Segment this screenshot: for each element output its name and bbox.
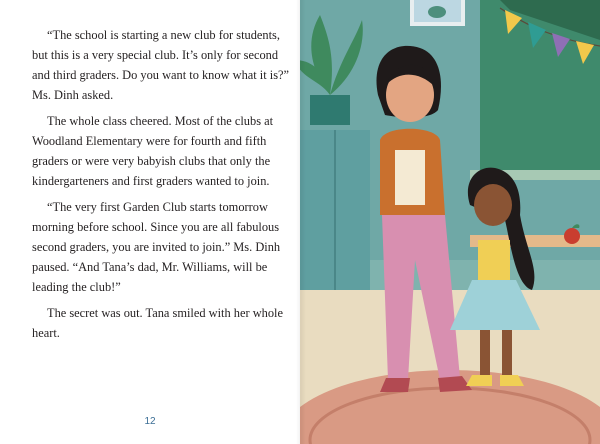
girl-face bbox=[474, 184, 512, 226]
turtle-icon bbox=[428, 6, 446, 18]
illustration-page bbox=[300, 0, 600, 444]
paragraph-2: The whole class cheered. Most of the clubs at Woodland Elementary were for fourth and fifth graders or were very babyish clubs that only the kindergarteners and first graders wanted to join. bbox=[32, 114, 274, 188]
page-number: 12 bbox=[144, 416, 156, 427]
teacher-blouse bbox=[395, 150, 425, 205]
classroom-illustration bbox=[300, 0, 600, 444]
paragraph-3: “The very first Garden Club starts tomorrow morning before school. Since you are all fabulous second graders, you are invited to join.” Ms. Dinh paused. “And Tana’s dad, Mr. Williams, will be leading the club!” bbox=[32, 200, 281, 294]
paragraph-4: The secret was out. Tana smiled with her whole heart. bbox=[32, 306, 283, 340]
plant-pot bbox=[310, 95, 350, 125]
apple-icon bbox=[564, 228, 580, 244]
girl-leg-left bbox=[480, 330, 490, 375]
story-text bbox=[32, 25, 292, 349]
book-gutter bbox=[296, 0, 306, 444]
girl-top bbox=[478, 240, 510, 280]
girl-leg-right bbox=[502, 330, 512, 375]
paragraph-1: “The school is starting a new club for students, but this is a very special club. It’s only for second and third graders. Do you want to know what it is?” Ms. Dinh asked. bbox=[32, 28, 290, 102]
